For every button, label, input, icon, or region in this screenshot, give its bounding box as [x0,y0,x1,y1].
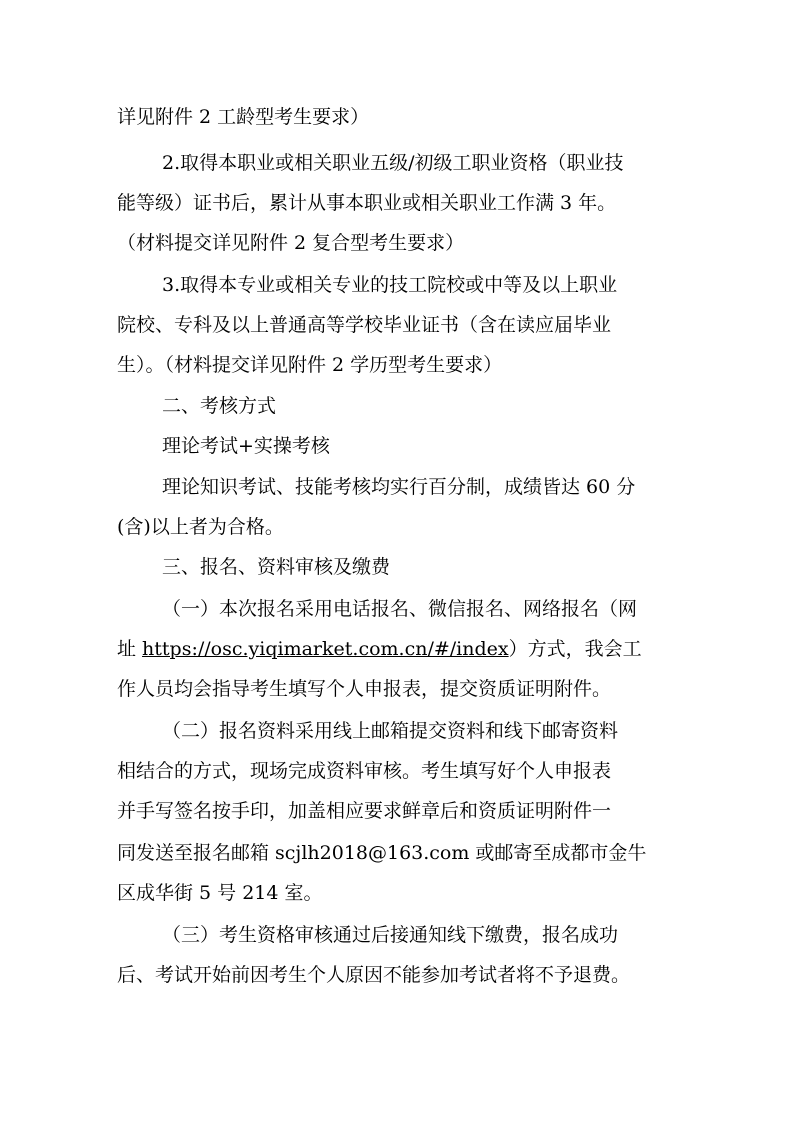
text-line: 作人员均会指导考生填写个人申报表，提交资质证明附件。 [117,678,612,700]
text-line: 相结合的方式，现场完成资料审核。考生填写好个人申报表 [117,760,612,782]
text-fragment: 址 [117,638,143,660]
text-fragment: ）方式，我会工 [508,638,642,660]
text-line: 2.取得本职业或相关职业五级/初级工职业资格（职业技 [162,152,624,174]
text-line: 后、考试开始前因考生个人原因不能参加考试者将不予退费。 [117,964,631,986]
text-line: 3.取得本专业或相关专业的技工院校或中等及以上职业 [162,274,618,296]
registration-url-link[interactable]: https://osc.yiqimarket.com.cn/#/index [142,638,509,660]
text-line: (含)以上者为合格。 [117,516,284,538]
text-line: 区成华街 5 号 214 室。 [117,882,323,904]
section-heading: 三、报名、资料审核及缴费 [162,556,391,578]
text-line: 生）。（材料提交详见附件 2 学历型考生要求） [117,354,503,376]
text-line: 院校、专科及以上普通高等学校毕业证书（含在读应届毕业 [117,314,612,336]
text-line: （材料提交详见附件 2 复合型考生要求） [117,232,465,254]
text-line: （一）本次报名采用电话报名、微信报名、网络报名（网 [162,598,638,620]
text-line: 并手写签名按手印，加盖相应要求鲜章后和资质证明附件一 [117,800,612,822]
text-line: 同发送至报名邮箱 scjlh2018@163.com 或邮寄至成都市金牛 [117,842,647,864]
text-line: 详见附件 2 工龄型考生要求） [117,106,370,128]
text-line [117,636,642,662]
text-line: 理论知识考试、技能考核均实行百分制，成绩皆达 60 分 [162,476,636,498]
text-line: （三）考生资格审核通过后接通知线下缴费，报名成功 [162,924,619,946]
section-heading: 二、考核方式 [162,395,277,417]
text-line: （二）报名资料采用线上邮箱提交资料和线下邮寄资料 [162,720,619,742]
text-line: 理论考试+实操考核 [162,435,330,457]
text-line: 能等级）证书后，累计从事本职业或相关职业工作满 3 年。 [117,192,617,214]
